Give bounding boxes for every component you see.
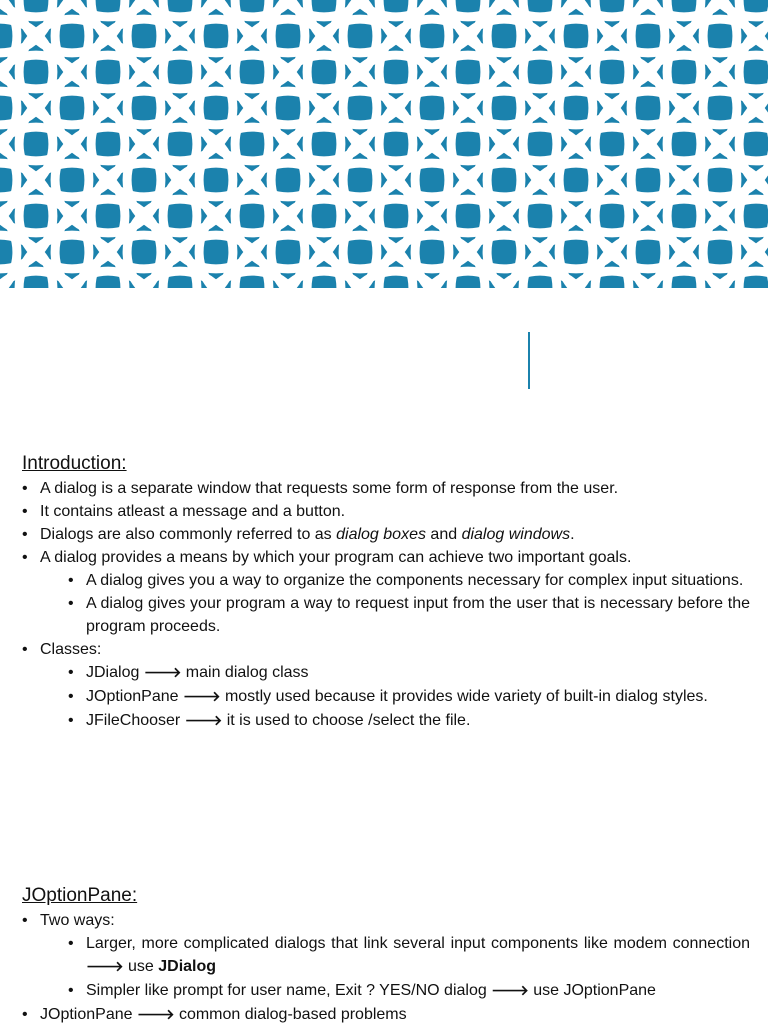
- term-dialog-windows: dialog windows: [461, 526, 571, 543]
- term-dialog-boxes: dialog boxes: [336, 526, 426, 543]
- list-item-text: A dialog provides a means by which your program can achieve two important goals.: [40, 549, 632, 566]
- decorative-banner: [0, 0, 768, 288]
- class-name: JFileChooser: [86, 712, 181, 729]
- arrow-right-icon: 🡒: [491, 983, 529, 999]
- list-item-text: JOptionPane: [40, 1006, 137, 1023]
- list-item: [22, 477, 750, 500]
- ways-sublist: [40, 932, 750, 1003]
- class-item: [40, 709, 750, 733]
- list-item-text: Dialogs are also commonly referred to as: [40, 526, 337, 543]
- class-description: main dialog class: [181, 664, 309, 681]
- introduction-list: [22, 477, 750, 733]
- list-item-text: Classes:: [40, 641, 102, 658]
- class-description: it is used to choose /select the file.: [222, 712, 471, 729]
- circle-pattern-graphic: [0, 0, 768, 288]
- sublist-item-text: A dialog gives your program a way to request input from the user that is necessary before the program proceeds.: [86, 595, 750, 635]
- sublist-item-text: use JOptionPane: [528, 982, 656, 999]
- arrow-right-icon: 🡒: [143, 665, 182, 681]
- list-item-text: and: [425, 526, 462, 543]
- sublist-item: [40, 592, 750, 638]
- class-name: JDialog: [86, 664, 140, 681]
- list-item: [22, 546, 750, 638]
- list-item: [22, 500, 750, 523]
- list-item: [22, 909, 750, 1003]
- arrow-right-icon: 🡒: [136, 1007, 175, 1023]
- sublist-item: [40, 569, 750, 592]
- sublist-item: [40, 979, 750, 1003]
- title-divider: [528, 332, 530, 389]
- goals-sublist: [40, 569, 750, 638]
- list-item-text: Two ways:: [40, 912, 115, 929]
- sublist-item-text: Larger, more complicated dialogs that link several input components like modem connection: [86, 935, 750, 952]
- introduction-section: [22, 452, 750, 733]
- list-item-text: .: [570, 526, 575, 543]
- arrow-right-icon: 🡒: [182, 689, 221, 705]
- class-name: JOptionPane: [86, 688, 183, 705]
- class-description: mostly used because it provides wide variety of built-in dialog styles.: [220, 688, 708, 705]
- sublist-item-text: A dialog gives you a way to organize the components necessary for complex input situations.: [86, 572, 744, 589]
- introduction-heading: Introduction:: [22, 453, 127, 474]
- list-item: [22, 1003, 750, 1027]
- class-item: [40, 685, 750, 709]
- list-item-text: common dialog-based problems: [174, 1006, 407, 1023]
- sublist-item-text: use: [123, 958, 159, 975]
- list-item: [22, 523, 750, 546]
- jdialog-emphasis: JDialog: [158, 958, 217, 975]
- sublist-item-text: Simpler like prompt for user name, Exit ? YES/NO dialog: [86, 982, 492, 999]
- classes-sublist: [40, 661, 750, 733]
- sublist-item: [40, 932, 750, 979]
- joptionpane-list: [22, 909, 750, 1027]
- list-item: [22, 638, 750, 733]
- joptionpane-section: [22, 884, 750, 1027]
- joptionpane-heading: JOptionPane:: [22, 885, 138, 906]
- arrow-right-icon: 🡒: [184, 713, 223, 729]
- arrow-right-icon: 🡒: [86, 959, 124, 975]
- list-item-text: A dialog is a separate window that requests some form of response from the user.: [40, 480, 619, 497]
- list-item-text: It contains atleast a message and a button.: [40, 503, 346, 520]
- class-item: [40, 661, 750, 685]
